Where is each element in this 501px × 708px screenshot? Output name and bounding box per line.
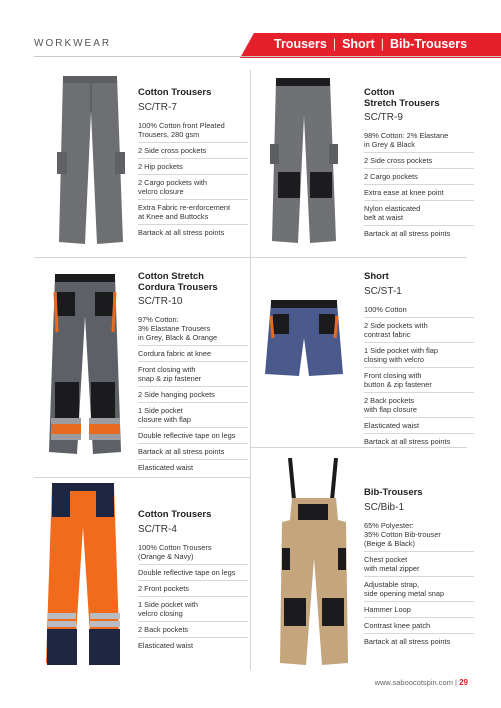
- feature-item: 100% Cotton: [364, 302, 474, 318]
- feature-item: 2 Side cross pockets: [364, 153, 474, 169]
- product-name: Cotton Stretch Trousers: [364, 87, 440, 109]
- feature-item: 1 Side pocket with flap closing with velcro: [364, 343, 474, 368]
- nav-bib-trousers[interactable]: Bib-Trousers: [389, 37, 468, 51]
- feature-item: Double reflective tape on legs: [138, 428, 248, 444]
- feature-item: Front closing with button & zip fastener: [364, 368, 474, 393]
- product-name: Short: [364, 271, 389, 282]
- feature-item: 1 Side pocket with velcro closing: [138, 597, 248, 622]
- grey-black-stretch-trousers-image: [268, 76, 340, 246]
- feature-item: 65% Polyester: 35% Cotton Bib-trouser (Beige & Black): [364, 518, 474, 552]
- feature-item: 2 Side cross pockets: [138, 143, 248, 159]
- feature-item: 2 Back pockets with flap closure: [364, 393, 474, 418]
- feature-item: 2 Cargo pockets with velcro closure: [138, 175, 248, 200]
- feature-list: [138, 312, 248, 475]
- product-sc-bib-1: [364, 488, 474, 649]
- product-code: SC/Bib-1: [364, 501, 405, 513]
- feature-item: Bartack at all stress points: [138, 444, 248, 460]
- feature-item: 2 Cargo pockets: [364, 169, 474, 185]
- product-name: Cotton Stretch Cordura Trousers: [138, 271, 218, 293]
- feature-item: Elasticated waist: [138, 640, 194, 650]
- feature-item: 97% Cotton: 3% Elastane Trousers in Grey, Black & Orange: [138, 312, 248, 346]
- feature-item: 100% Cotton front Pleated Trousers, 280 gsm: [138, 118, 248, 143]
- feature-item: Cordura fabric at knee: [138, 346, 248, 362]
- product-sc-tr-4: [138, 510, 248, 653]
- product-sc-tr-7: [138, 88, 248, 240]
- feature-item: 2 Side hanging pockets: [138, 387, 248, 403]
- feature-item: Bartack at all stress points: [364, 436, 451, 446]
- feature-item: Elasticated waist: [364, 418, 474, 434]
- product-sc-st-1: [364, 272, 474, 449]
- feature-list: [138, 540, 248, 653]
- feature-list: [364, 128, 474, 241]
- short-image: [263, 298, 345, 380]
- bib-trousers-image: [278, 458, 350, 668]
- feature-item: Adjustable strap, side opening metal snap: [364, 577, 474, 602]
- nav-separator: |: [332, 37, 337, 51]
- feature-item: Bartack at all stress points: [364, 229, 451, 238]
- feature-item: Bartack at all stress points: [364, 636, 451, 646]
- nav-trousers[interactable]: Trousers: [274, 37, 327, 51]
- product-code: SC/TR-10: [138, 296, 183, 307]
- column-divider: [250, 70, 251, 670]
- row-divider: [250, 257, 467, 258]
- page-number: 29: [459, 678, 468, 687]
- row-divider: [34, 257, 250, 258]
- cordura-trousers-image: [45, 272, 125, 457]
- feature-item: 2 Front pockets: [138, 581, 248, 597]
- feature-item: Contrast knee patch: [364, 618, 474, 634]
- feature-item: Elasticated waist: [138, 463, 194, 472]
- feature-item: Chest pocket with metal zipper: [364, 552, 474, 577]
- product-code: SC/TR-7: [138, 101, 177, 113]
- nav-separator: |: [380, 37, 384, 51]
- feature-item: Extra ease at knee point: [364, 185, 474, 201]
- footer-separator: |: [455, 678, 457, 687]
- feature-list: [138, 118, 248, 240]
- product-sc-tr-10: [138, 272, 248, 475]
- nav-short[interactable]: Short: [342, 37, 375, 51]
- feature-item: 2 Hip pockets: [138, 159, 248, 175]
- feature-list: [364, 518, 474, 649]
- feature-item: 2 Back pockets: [138, 622, 248, 638]
- feature-item: Hammer Loop: [364, 602, 474, 618]
- section-title: WORKWEAR: [34, 38, 112, 49]
- grey-cotton-trousers-image: [55, 72, 127, 248]
- feature-item: 98% Cotton: 2% Elastane in Grey & Black: [364, 128, 474, 153]
- product-name: Cotton Trousers: [138, 509, 212, 520]
- product-code: SC/TR-9: [364, 112, 403, 123]
- website-link[interactable]: www.saboocotspin.com: [374, 678, 453, 687]
- feature-item: 100% Cotton Trousers (Orange & Navy): [138, 540, 248, 565]
- feature-item: 2 Side pockets with contrast fabric: [364, 318, 474, 343]
- feature-list: [364, 302, 474, 449]
- category-nav: [274, 37, 467, 51]
- feature-item: Nylon elasticated belt at waist: [364, 201, 474, 226]
- page-footer: [375, 678, 468, 687]
- feature-item: Front closing with snap & zip fastener: [138, 362, 248, 387]
- product-code: SC/TR-4: [138, 523, 177, 535]
- product-name: Bib-Trousers: [364, 487, 423, 498]
- feature-item: Extra Fabric re-enforcement at Knee and Buttocks: [138, 200, 248, 225]
- header-rule: [34, 56, 501, 57]
- product-sc-tr-9: [364, 88, 474, 241]
- feature-item: Bartack at all stress points: [138, 227, 225, 237]
- row-divider: [34, 477, 250, 478]
- product-code: SC/ST-1: [364, 285, 402, 297]
- product-name: Cotton Trousers: [138, 87, 212, 98]
- feature-item: 1 Side pocket closure with flap: [138, 403, 248, 428]
- feature-item: Double reflective tape on legs: [138, 565, 248, 581]
- orange-navy-trousers-image: [42, 481, 124, 669]
